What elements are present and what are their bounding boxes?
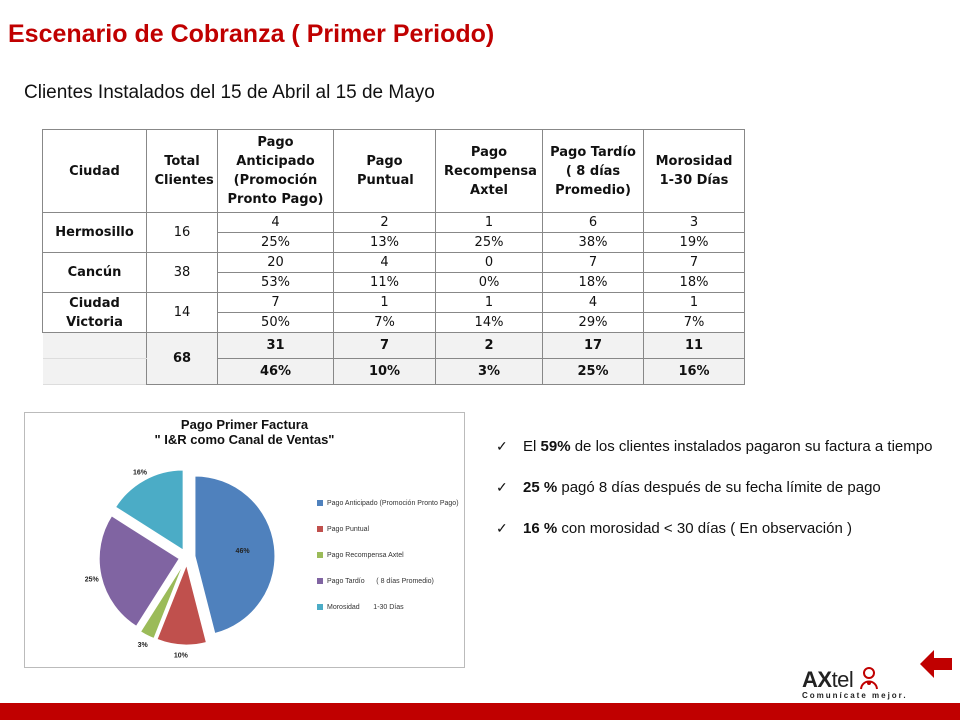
count-cell: 7 <box>644 253 745 273</box>
page-title: Escenario de Cobranza ( Primer Periodo) <box>8 20 495 48</box>
table-row <box>43 253 745 273</box>
header-pago-tardio: Pago Tardío ( 8 días Promedio) <box>543 130 644 213</box>
legend-swatch <box>317 578 323 584</box>
logo-brand-bold: AX <box>802 667 832 692</box>
pct-cell: 38% <box>543 233 644 253</box>
legend-swatch <box>317 552 323 558</box>
count-cell: 1 <box>436 293 543 313</box>
table-row <box>43 293 745 313</box>
total-pct-cell: 3% <box>436 359 543 385</box>
pct-cell: 0% <box>436 273 543 293</box>
count-cell: 0 <box>436 253 543 273</box>
footer-bar <box>0 703 960 720</box>
total-cell: 38 <box>147 253 218 293</box>
legend-item: Pago Anticipado (Promoción Pronto Pago) <box>317 499 467 525</box>
grand-total-cell: 68 <box>147 333 218 385</box>
header-pago-puntual: Pago Puntual <box>334 130 436 213</box>
count-cell: 1 <box>334 293 436 313</box>
logo-brand-rest: tel <box>831 667 854 692</box>
count-cell: 7 <box>218 293 334 313</box>
legend-item: Morosidad 1-30 Días <box>317 603 467 629</box>
pie-data-label: 3% <box>137 641 148 649</box>
pct-cell: 19% <box>644 233 745 253</box>
pct-cell: 18% <box>543 273 644 293</box>
total-count-cell: 31 <box>218 333 334 359</box>
totals-row <box>43 333 745 359</box>
bullet-item: ✓ 25 % pagó 8 días después de su fecha límite de pago <box>496 479 881 496</box>
header-total-clientes: Total Clientes <box>147 130 218 213</box>
count-cell: 1 <box>436 213 543 233</box>
pct-cell: 7% <box>334 313 436 333</box>
legend-swatch <box>317 526 323 532</box>
total-cell: 14 <box>147 293 218 333</box>
total-count-cell: 11 <box>644 333 745 359</box>
blank-cell <box>43 359 147 385</box>
count-cell: 2 <box>334 213 436 233</box>
chart-legend <box>317 499 467 629</box>
count-cell: 6 <box>543 213 644 233</box>
pie-data-label: 16% <box>132 469 147 477</box>
page-subtitle: Clientes Instalados del 15 de Abril al 15 de Mayo <box>24 82 435 103</box>
check-icon: ✓ <box>496 438 508 454</box>
total-pct-cell: 25% <box>543 359 644 385</box>
header-morosidad: Morosidad 1-30 Días <box>644 130 745 213</box>
city-cell: Hermosillo <box>43 213 147 253</box>
pct-cell: 50% <box>218 313 334 333</box>
summary-bullets <box>496 436 936 559</box>
count-cell: 7 <box>543 253 644 273</box>
count-cell: 4 <box>218 213 334 233</box>
pct-cell: 29% <box>543 313 644 333</box>
pct-cell: 25% <box>218 233 334 253</box>
pct-cell: 18% <box>644 273 745 293</box>
axtel-logo <box>802 665 908 700</box>
check-icon: ✓ <box>496 520 508 536</box>
header-pago-anticipado: Pago Anticipado (Promoción Pronto Pago) <box>218 130 334 213</box>
collection-table <box>42 129 745 385</box>
pie-data-label: 25% <box>84 576 99 584</box>
legend-item: Pago Tardío ( 8 días Promedio) <box>317 577 467 603</box>
total-count-cell: 2 <box>436 333 543 359</box>
logo-slogan: Comunícate mejor. <box>802 691 908 700</box>
pct-cell: 11% <box>334 273 436 293</box>
table-header-row <box>43 130 745 213</box>
pct-cell: 25% <box>436 233 543 253</box>
count-cell: 3 <box>644 213 745 233</box>
city-cell: Cancún <box>43 253 147 293</box>
table-row <box>43 213 745 233</box>
pct-cell: 13% <box>334 233 436 253</box>
pie-data-label: 46% <box>235 547 250 555</box>
pie-data-label: 10% <box>173 652 188 660</box>
mascot-icon <box>856 665 882 691</box>
total-pct-cell: 46% <box>218 359 334 385</box>
count-cell: 20 <box>218 253 334 273</box>
count-cell: 4 <box>334 253 436 273</box>
pct-cell: 7% <box>644 313 745 333</box>
total-pct-cell: 10% <box>334 359 436 385</box>
count-cell: 4 <box>543 293 644 313</box>
city-cell: Ciudad Victoria <box>43 293 147 333</box>
header-ciudad: Ciudad <box>43 130 147 213</box>
back-arrow-icon[interactable] <box>918 646 954 682</box>
count-cell: 1 <box>644 293 745 313</box>
chart-title: Pago Primer Factura " I&R como Canal de Ventas" <box>154 417 335 447</box>
blank-cell <box>43 333 147 359</box>
legend-item: Pago Puntual <box>317 525 467 551</box>
total-pct-cell: 16% <box>644 359 745 385</box>
header-pago-recompensa: Pago Recompensa Axtel <box>436 130 543 213</box>
check-icon: ✓ <box>496 479 508 495</box>
total-cell: 16 <box>147 213 218 253</box>
legend-swatch <box>317 500 323 506</box>
bullet-item: ✓ 16 % con morosidad < 30 días ( En observación ) <box>496 520 852 537</box>
legend-item: Pago Recompensa Axtel <box>317 551 467 577</box>
pie-chart-panel <box>24 412 465 668</box>
legend-swatch <box>317 604 323 610</box>
bullet-item: ✓ El 59% de los clientes instalados pagaron su factura a tiempo <box>496 438 933 455</box>
total-count-cell: 7 <box>334 333 436 359</box>
pct-cell: 14% <box>436 313 543 333</box>
pct-cell: 53% <box>218 273 334 293</box>
total-count-cell: 17 <box>543 333 644 359</box>
